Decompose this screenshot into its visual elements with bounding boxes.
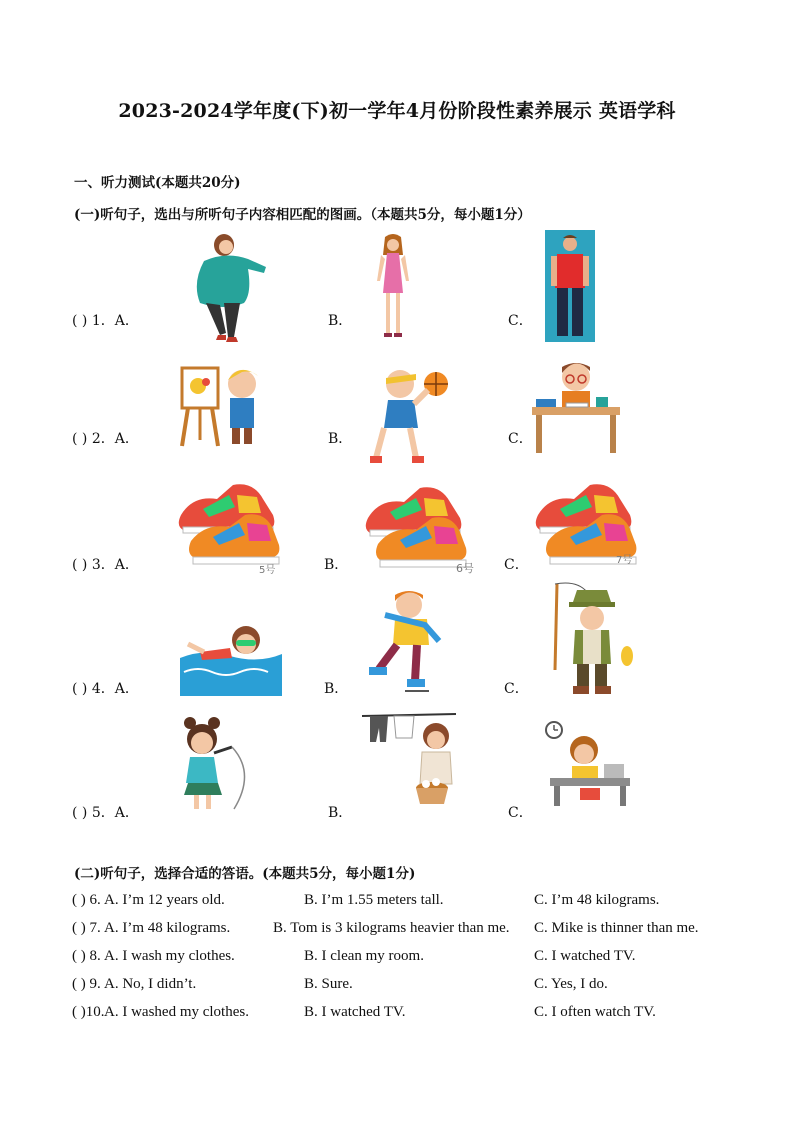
choice-b: B. I watched TV. <box>304 1004 406 1020</box>
man-red-shirt-icon <box>545 230 595 342</box>
q3-option-b-label: B． <box>324 557 349 573</box>
boy-fishing-icon <box>547 580 637 698</box>
q1-option-c-label: C． <box>508 313 533 329</box>
choice-a: A. No, I didn’t. <box>104 976 197 992</box>
question-4-label: ( ) 4．A． <box>72 681 139 697</box>
shoe-size-label-b: 6号 <box>456 562 474 575</box>
question-number: ( )10. <box>72 1004 105 1020</box>
choice-c: C. Mike is thinner than me. <box>534 920 699 936</box>
question-number: ( ) 9. <box>72 976 101 992</box>
q5-option-c-label: C． <box>508 805 533 821</box>
question-5-label: ( ) 5．A． <box>72 805 139 821</box>
section-heading-listening: 一、听力测试(本题共20分) <box>74 175 241 191</box>
girl-swimming-icon <box>178 618 284 698</box>
question-1-label: ( ) 1．A． <box>72 313 139 329</box>
choice-a: A. I wash my clothes. <box>104 948 235 964</box>
choice-c: C. I’m 48 kilograms. <box>534 892 660 908</box>
question-number: ( ) 8. <box>72 948 101 964</box>
slim-woman-icon <box>373 233 413 341</box>
choice-b: B. Tom is 3 kilograms heavier than me. <box>273 920 510 936</box>
choice-b: B. I clean my room. <box>304 948 424 964</box>
girl-desk-icon <box>540 712 638 808</box>
shoe-size-label-c: 7号 <box>616 555 633 566</box>
shoes-size7-icon <box>530 475 640 575</box>
girl-washing-clothes-icon <box>360 708 460 808</box>
shoes-size5-icon <box>173 475 283 575</box>
choice-c: C. I often watch TV. <box>534 1004 656 1020</box>
question-2-label: ( ) 2．A． <box>72 431 139 447</box>
question-3-label: ( ) 3．A． <box>72 557 139 573</box>
choice-a: A. I washed my clothes. <box>104 1004 249 1020</box>
boy-basketball-icon <box>370 360 454 466</box>
choice-c: C. I watched TV. <box>534 948 636 964</box>
q1-option-b-label: B． <box>328 313 353 329</box>
q4-option-c-label: C． <box>504 681 529 697</box>
question-number: ( ) 7. <box>72 920 101 936</box>
choice-b: B. I’m 1.55 meters tall. <box>304 892 444 908</box>
page-title: 2023-2024学年度(下)初一学年4月份阶段性素养展示 英语学科 <box>118 100 676 122</box>
boy-homework-icon <box>530 355 622 455</box>
girl-singing-icon <box>178 713 258 815</box>
q5-option-b-label: B． <box>328 805 353 821</box>
boy-skating-icon <box>365 585 447 695</box>
q4-option-b-label: B． <box>324 681 349 697</box>
q2-option-b-label: B． <box>328 431 353 447</box>
q2-option-c-label: C． <box>508 431 533 447</box>
question-number: ( ) 6. <box>72 892 101 908</box>
boy-painting-icon <box>178 360 268 450</box>
q3-option-c-label: C． <box>504 557 529 573</box>
shoes-size6-icon <box>360 478 480 578</box>
shoe-size-label-a: 5号 <box>259 565 276 575</box>
choice-a: A. I’m 48 kilograms. <box>104 920 231 936</box>
heavy-woman-icon <box>186 233 272 348</box>
part2-heading: (二)听句子，选择合适的答语。(本题共5分，每小题1分) <box>74 866 416 882</box>
part1-heading: (一)听句子，选出与所听句子内容相匹配的图画。（本题共5分，每小题1分） <box>74 207 531 223</box>
choice-c: C. Yes, I do. <box>534 976 608 992</box>
choice-a: A. I’m 12 years old. <box>104 892 225 908</box>
choice-b: B. Sure. <box>304 976 353 992</box>
